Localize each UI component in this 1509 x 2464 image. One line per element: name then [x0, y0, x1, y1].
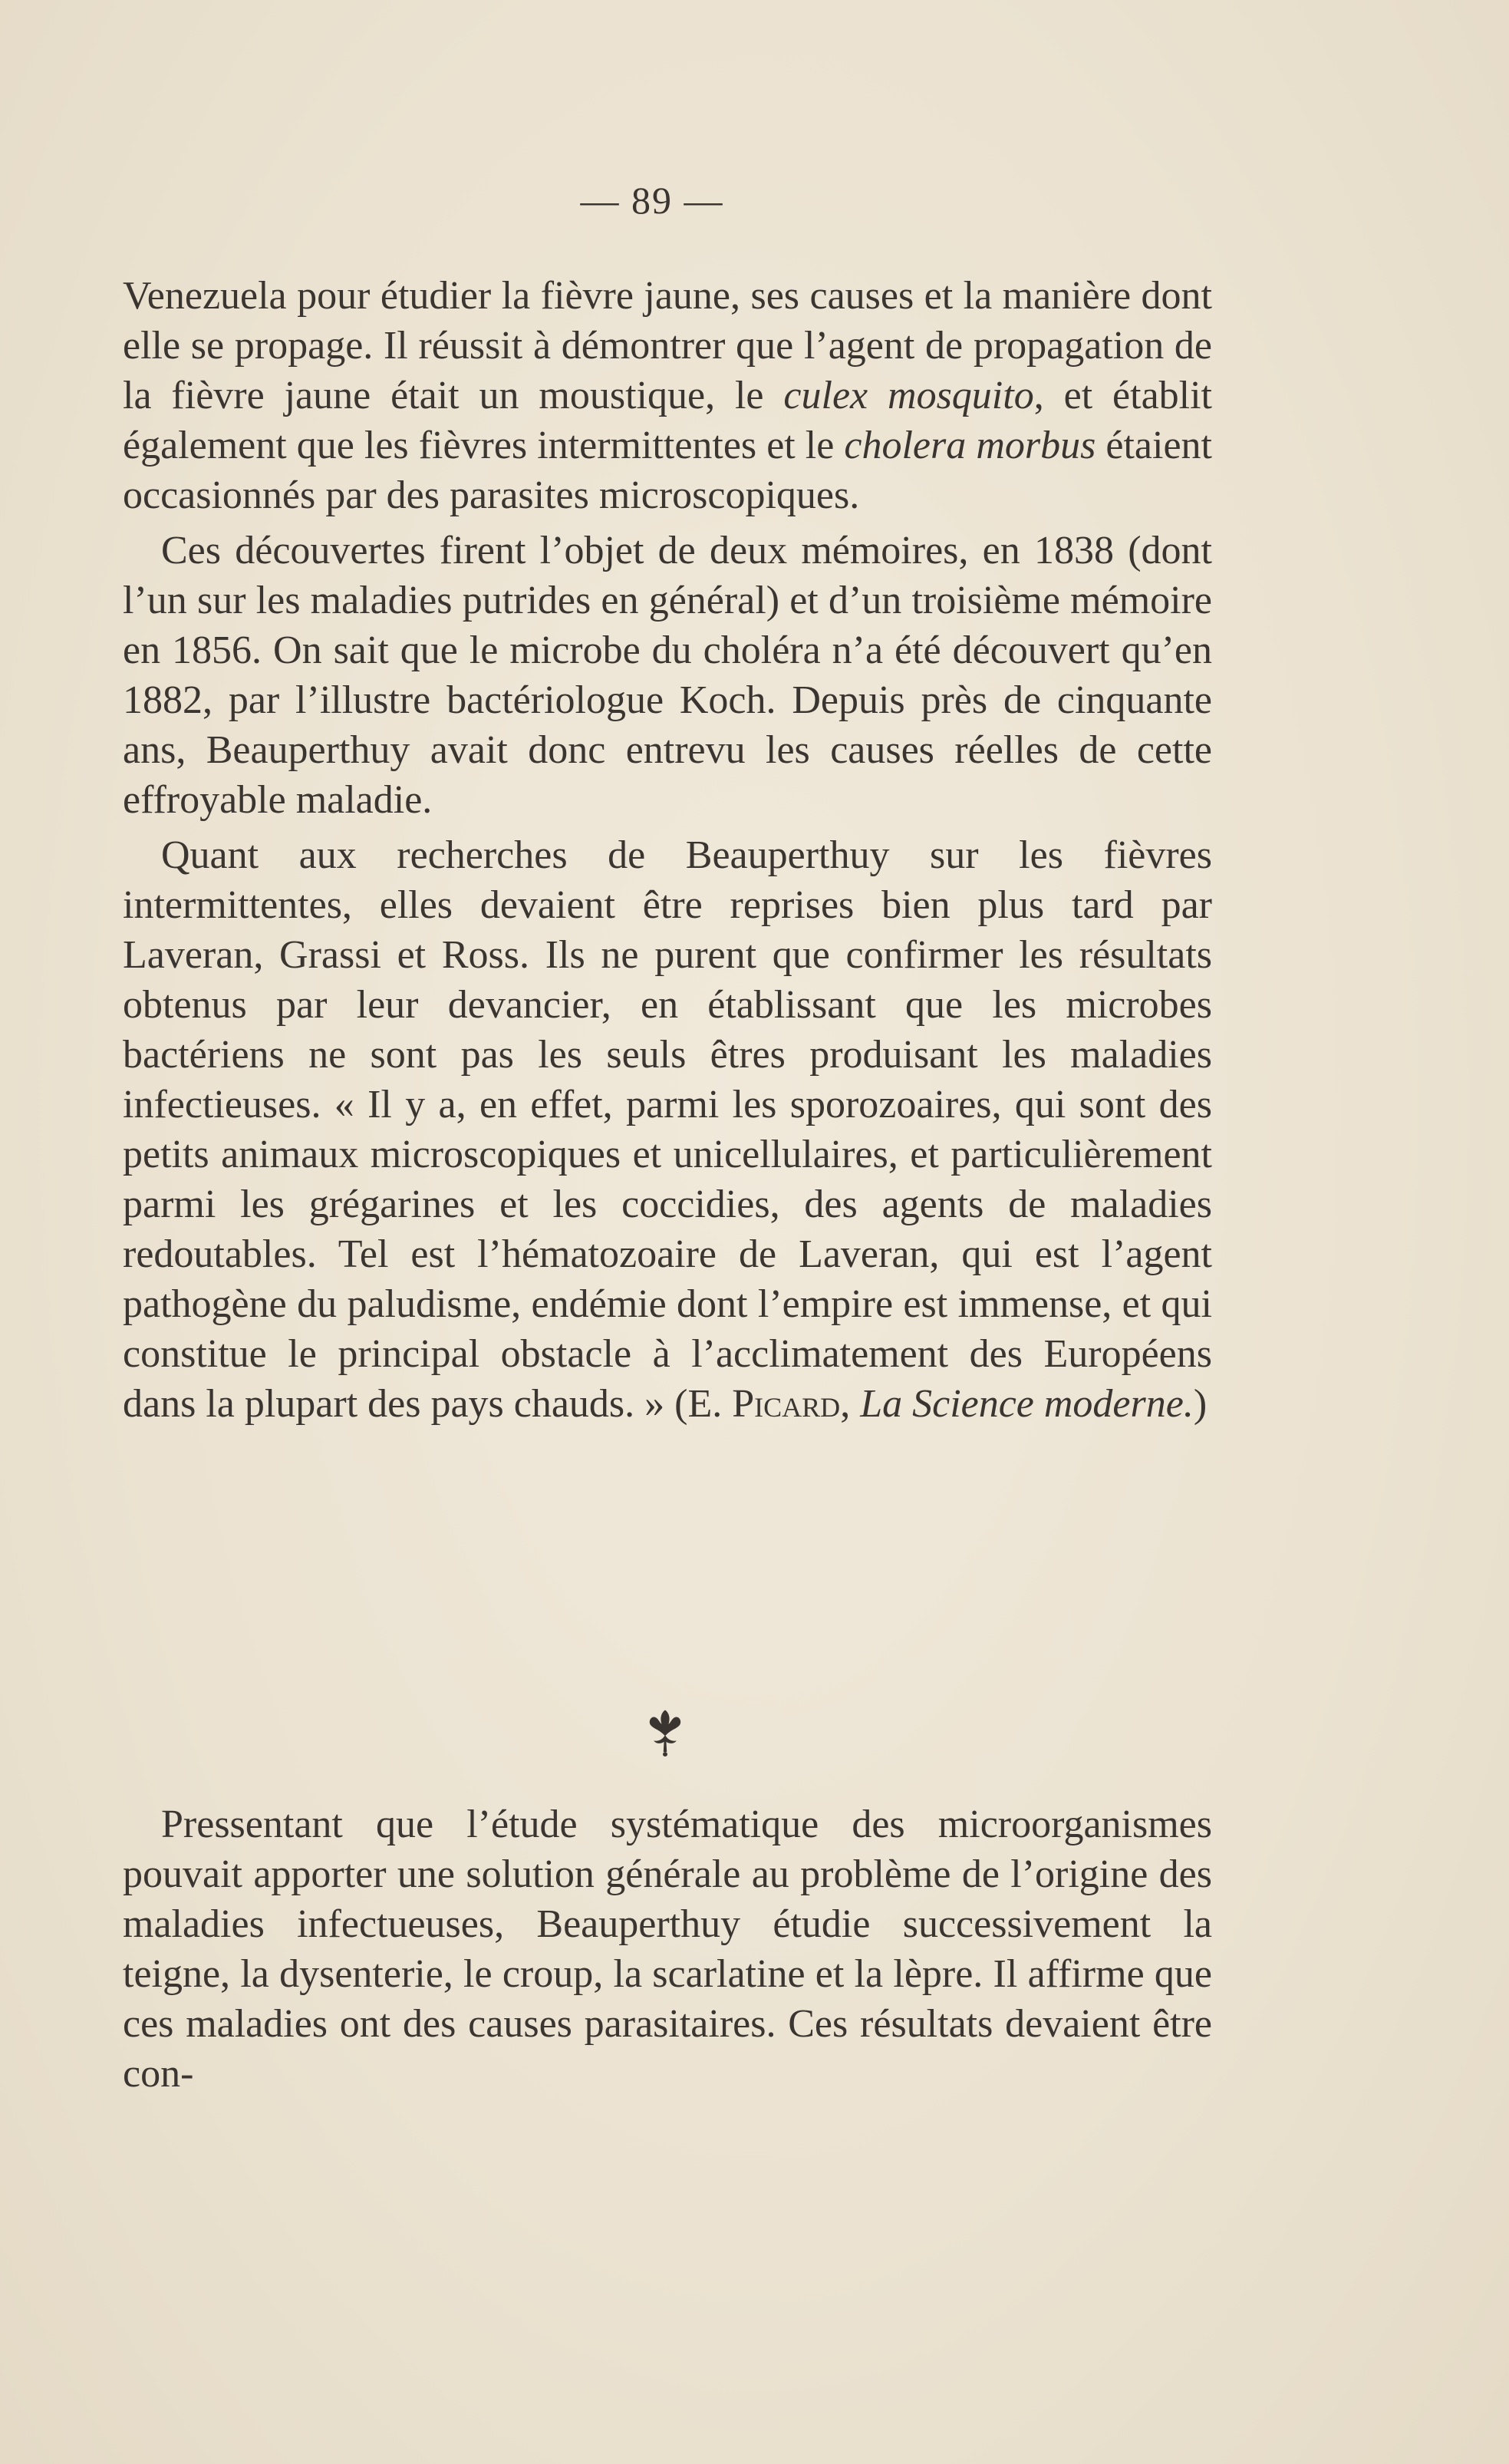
paragraph-1-text-c: étaient occasionnés par des parasites microscopiques.	[123, 424, 1212, 517]
italic-culex-mosquito: culex mosquito	[783, 374, 1034, 417]
fleuron-ornament-icon	[637, 1702, 694, 1759]
page-number: — 89 —	[580, 179, 724, 222]
lower-text-block	[123, 1799, 1212, 2099]
paragraph-1-text-a: Venezuela pour étudier la fièvre jaune, ses causes et la manière dont elle se propage. Il réussit à démontrer que l’agent de propagation de la fièvre jaune était un moustique, le	[123, 274, 1212, 417]
citation-close: )	[1193, 1382, 1208, 1426]
italic-cholera-morbus: cholera morbus	[844, 424, 1096, 467]
paragraph-1-text-b: , et établit également que les fièvres intermittentes et le	[123, 374, 1212, 467]
citation-separator: ,	[840, 1382, 861, 1426]
paragraph-3	[123, 830, 1212, 1429]
upper-text-block	[123, 271, 1212, 1429]
citation-title: La Science moderne.	[860, 1382, 1194, 1426]
citation-author: Picard	[732, 1382, 841, 1426]
paragraph-2: Ces découvertes firent l’objet de deux mémoires, en 1838 (dont l’un sur les maladies putrides en général) et d’un troisième mémoire en 1856. On sait que le microbe du choléra n’a été découvert qu’en 1882, par l’illustre bactériologue Koch. Depuis près de cinquante ans, Beauperthuy avait donc entrevu les causes réelles de cette effroyable maladie.	[123, 529, 1212, 822]
paragraph-1	[123, 271, 1212, 520]
paragraph-3-text: Quant aux recherches de Beauperthuy sur les fièvres intermittentes, elles devaient être reprises bien plus tard par Laveran, Grassi et Ross. Ils ne purent que confirmer les résultats obtenus par leur devancier, en établissant que les microbes bactériens ne sont pas les seuls êtres produisant les maladies infectieuses. « Il y a, en effet, parmi les sporozoaires, qui sont des petits animaux microscopiques et unicellulaires, et particulièrement parmi les grégarines et les coccidies, des agents de maladies redoutables. Tel est l’hématozoaire de Laveran, qui est l’agent pathogène du paludisme, endémie dont l’empire est immense, et qui constitue le principal obstacle à l’acclimatement des Européens dans la plupart des pays chauds. » (E.	[123, 833, 1212, 1426]
paragraph-4: Pressentant que l’étude systématique des microorganismes pouvait apporter une solution générale au problème de l’origine des maladies infectueuses, Beauperthuy étudie successivement la teigne, la dysenterie, le croup, la scarlatine et la lèpre. Il affirme que ces maladies ont des causes parasitaires. Ces résultats devaient être con-	[123, 1803, 1212, 2096]
